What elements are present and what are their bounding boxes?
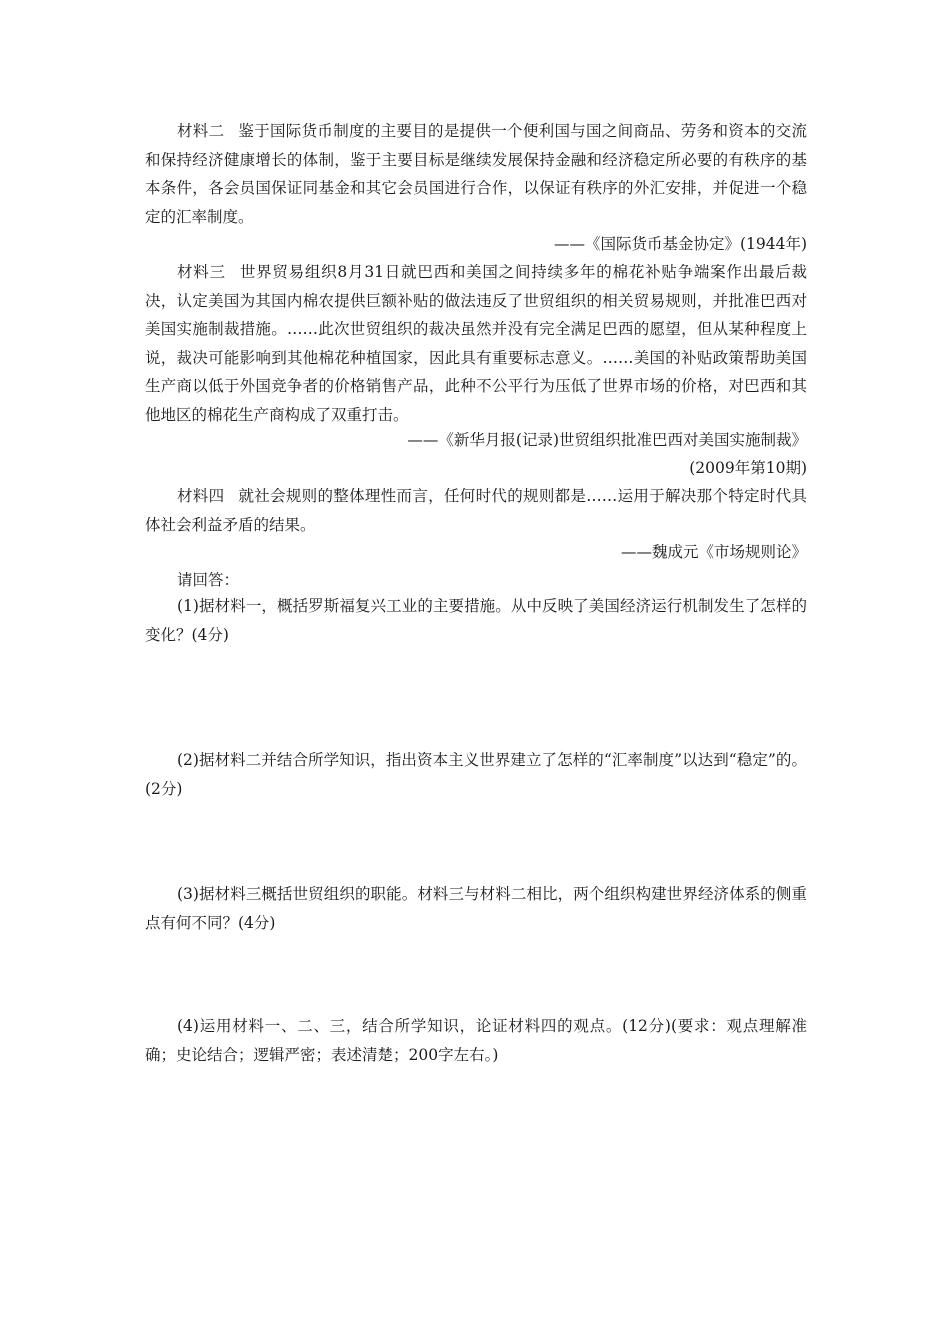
material-3-source-line1: ——《新华月报(记录)世贸组织批准巴西对美国实施制裁》: [407, 431, 807, 449]
material-2-text: 鉴于国际货币制度的主要目的是提供一个便利国与国之间商品、劳务和资本的交流和保持经济健康增长的体制，鉴于主要目标是继续发展保持金融和经济稳定所必要的有秩序的基本条件，各会员国保证同基金和其它会员国进行合作，以保证有秩序的外汇安排，并促进一个稳定的汇率制度。: [145, 122, 807, 226]
material-4-paragraph: [145, 482, 807, 539]
material-4-label: 材料四: [177, 487, 225, 505]
material-4-text: 就社会规则的整体理性而言，任何时代的规则都是……运用于解决那个特定时代具体社会利益矛盾的结果。: [145, 487, 807, 534]
answer-prompt: 请回答：: [177, 571, 240, 589]
material-3-source-line2: (2009年第10期): [689, 459, 807, 477]
material-3-text: 世界贸易组织8月31日就巴西和美国之间持续多年的棉花补贴争端案作出最后裁决，认定美国为其国内棉农提供巨额补贴的做法违反了世贸组织的相关贸易规则，并批准巴西对美国实施制裁措施。……此次世贸组织的裁决虽然并没有完全满足巴西的愿望，但从某种程度上说，裁决可能影响到其他棉花种植国家，因此具有重要标志意义。……美国的补贴政策帮助美国生产商以低于外国竞争者的价格销售产品，此种不公平行为压低了世界市场的价格，对巴西和其他地区的棉花生产商构成了双重打击。: [145, 263, 807, 424]
material-2-paragraph: [145, 117, 807, 231]
material-3-label: 材料三: [177, 263, 226, 281]
material-3-paragraph: [145, 258, 807, 429]
question-2: (2)据材料二并结合所学知识，指出资本主义世界建立了怎样的“汇率制度”以达到“稳定”的。(2分): [145, 751, 807, 798]
question-4: (4)运用材料一、二、三，结合所学知识，论证材料四的观点。(12分)(要求：观点理解准确；史论结合；逻辑严密；表述清楚；200字左右。): [145, 1017, 807, 1064]
material-4-source: ——魏成元《市场规则论》: [620, 543, 807, 561]
question-1: (1)据材料一，概括罗斯福复兴工业的主要措施。从中反映了美国经济运行机制发生了怎样的变化？(4分): [145, 597, 807, 644]
question-3: (3)据材料三概括世贸组织的职能。材料三与材料二相比，两个组织构建世界经济体系的侧重点有何不同？(4分): [145, 885, 807, 932]
material-2-source: ——《国际货币基金协定》(1944年): [553, 235, 807, 253]
material-2-label: 材料二: [177, 122, 225, 140]
